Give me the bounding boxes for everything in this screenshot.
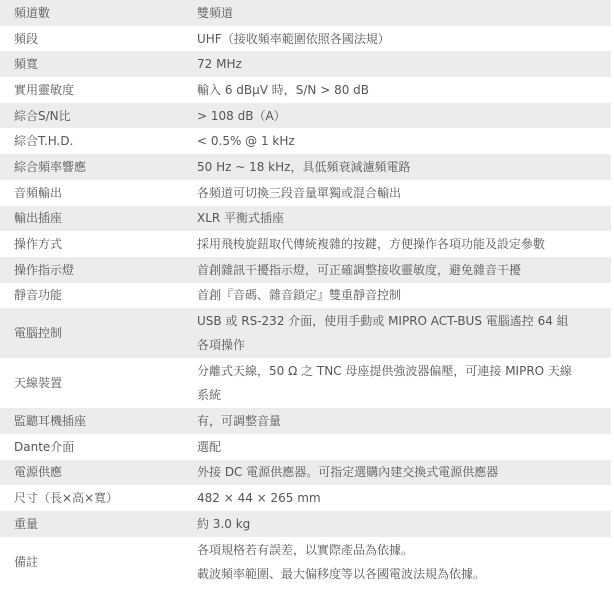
spec-value-line: USB 或 RS-232 介面，使用手動或 MIPRO ACT-BUS 電腦遙控 64 組 [197, 314, 569, 329]
spec-row-bandwidth [0, 51, 611, 77]
spec-value-line: 系統 [197, 388, 222, 403]
spec-value: 482 × 44 × 265 mm [183, 485, 611, 511]
spec-value: 約 3.0 kg [183, 511, 611, 537]
spec-row-thd [0, 128, 611, 154]
spec-row-headphone [0, 408, 611, 434]
spec-label: 天線裝置 [0, 358, 183, 408]
spec-label: 頻段 [0, 26, 183, 52]
spec-label: 電腦控制 [0, 308, 183, 358]
spec-value: UHF（接收頻率範圍依照各國法規） [183, 26, 611, 52]
spec-label: 監聽耳機插座 [0, 408, 183, 434]
spec-value [183, 537, 611, 587]
spec-row-frequency-response [0, 154, 611, 180]
spec-value: > 108 dB（A） [183, 103, 611, 129]
spec-row-snr [0, 103, 611, 129]
spec-row-pc-control [0, 308, 611, 358]
spec-value: < 0.5% @ 1 kHz [183, 128, 611, 154]
spec-value-line: 各項操作 [197, 338, 246, 353]
spec-label: 綜合T.H.D. [0, 128, 183, 154]
spec-row-band [0, 26, 611, 52]
spec-value: 各頻道可切換三段音量單獨或混合輸出 [183, 180, 611, 206]
spec-row-operation [0, 231, 611, 257]
spec-value: 外接 DC 電源供應器。可指定選購內建交換式電源供應器 [183, 460, 611, 486]
spec-row-antenna [0, 358, 611, 408]
spec-label: 頻道數 [0, 0, 183, 26]
spec-row-indicator [0, 257, 611, 283]
spec-label: 綜合頻率響應 [0, 154, 183, 180]
spec-label: 靜音功能 [0, 283, 183, 309]
spec-row-dante [0, 434, 611, 460]
spec-label: Dante介面 [0, 434, 183, 460]
spec-value-line: 各項規格若有誤差，以實際產品為依據。 [197, 542, 414, 557]
spec-row-dimensions [0, 485, 611, 511]
spec-label: 音頻輸出 [0, 180, 183, 206]
spec-row-mute [0, 283, 611, 309]
spec-label: 實用靈敏度 [0, 77, 183, 103]
spec-row-channels [0, 0, 611, 26]
spec-label: 頻寬 [0, 51, 183, 77]
spec-label: 輸出插座 [0, 206, 183, 232]
spec-label: 重量 [0, 511, 183, 537]
spec-label: 備註 [0, 537, 183, 587]
spec-value [183, 308, 611, 358]
spec-value: 採用飛梭旋鈕取代傳統複雜的按鍵，方便操作各項功能及設定參數 [183, 231, 611, 257]
spec-value: 首創雜訊干擾指示燈，可正確調整接收靈敏度，避免雜音干擾 [183, 257, 611, 283]
spec-value: 50 Hz ~ 18 kHz，具低頻衰減濾頻電路 [183, 154, 611, 180]
spec-value: 選配 [183, 434, 611, 460]
spec-label: 綜合S/N比 [0, 103, 183, 129]
spec-value-line: 載波頻率範圍、最大偏移度等以各國電波法規為依據。 [197, 566, 486, 581]
spec-row-power [0, 460, 611, 486]
spec-value: 雙頻道 [183, 0, 611, 26]
spec-value-line: 分離式天線，50 Ω 之 TNC 母座提供強波器偏壓，可連接 MIPRO 天線 [197, 364, 572, 379]
spec-row-weight [0, 511, 611, 537]
spec-row-audio-output [0, 180, 611, 206]
spec-row-output-socket [0, 206, 611, 232]
spec-label: 操作指示燈 [0, 257, 183, 283]
spec-label: 電源供應 [0, 460, 183, 486]
spec-value: 首創『音碼、雜音鎖定』雙重靜音控制 [183, 283, 611, 309]
spec-label: 尺寸（長×高×寬） [0, 485, 183, 511]
spec-value: 有，可調整音量 [183, 408, 611, 434]
spec-value: XLR 平衡式插座 [183, 206, 611, 232]
spec-value [183, 358, 611, 408]
spec-value: 輸入 6 dBμV 時，S/N > 80 dB [183, 77, 611, 103]
spec-row-notes [0, 537, 611, 587]
spec-label: 操作方式 [0, 231, 183, 257]
spec-row-sensitivity [0, 77, 611, 103]
spec-value: 72 MHz [183, 51, 611, 77]
